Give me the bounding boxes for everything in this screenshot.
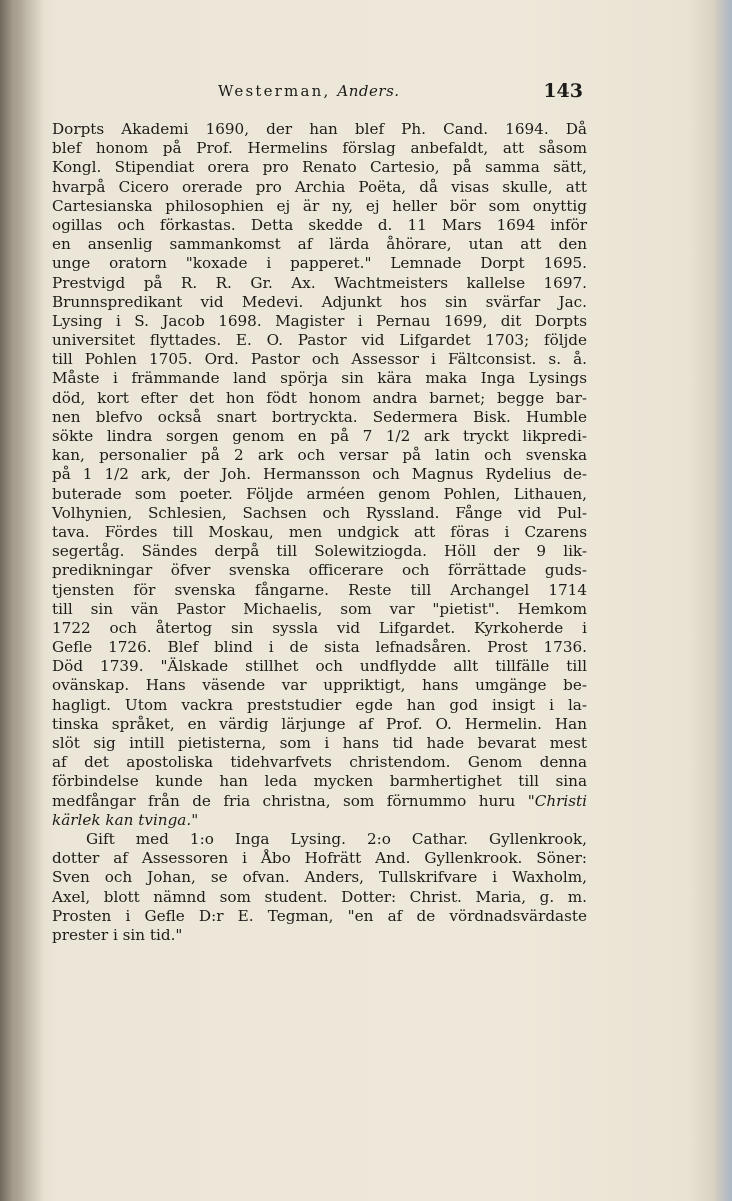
quote-close: "	[191, 810, 199, 829]
text-line: tjensten för svenska fångarne. Reste till Archangel 1714	[52, 580, 587, 599]
text-line: Dorpts Akademi 1690, der han blef Ph. Cand. 1694. Då	[52, 120, 587, 138]
italic-quote-end: kärlek kan tvinga.	[52, 810, 192, 829]
text-line: Lysing i S. Jacob 1698. Magister i Pernau 1699, dit Dorpts	[52, 311, 587, 330]
header-surname: Westerman,	[218, 82, 331, 100]
marriage-line: Axel, blott nämnd som student. Dotter: Christ. Maria, g. m.	[52, 887, 587, 906]
running-head	[218, 82, 400, 100]
text-line: tinska språket, en värdig lärjunge af Prof. O. Hermelin. Han	[52, 714, 587, 733]
text-line: Kongl. Stipendiat orera pro Renato Cartesio, på samma sätt,	[52, 158, 587, 177]
binding-gutter	[0, 0, 44, 1201]
text-line: hagligt. Utom vackra preststudier egde han god insigt i la-	[52, 695, 587, 714]
text-line: slöt sig intill pietisterna, som i hans tid hade bevarat mest	[52, 734, 587, 752]
marriage-line: Gift med 1:o Inga Lysing. 2:o Cathar. Gyllenkrook,	[86, 829, 587, 848]
page-number: 143	[543, 80, 583, 102]
text-line-quote-end	[52, 811, 587, 830]
marriage-line: Sven och Johan, se ofvan. Anders, Tullskrifvare i Waxholm,	[52, 868, 587, 887]
text-line-with-quote	[52, 792, 587, 811]
marriage-line: Prosten i Gefle D:r E. Tegman, "en af de vördnadsvärdaste	[52, 906, 587, 925]
text-line: predikningar öfver svenska officerare och förrättade guds-	[52, 561, 587, 580]
text-line: nen blefvo också snart bortryckta. Sedermera Bisk. Humble	[52, 407, 587, 426]
body-text	[52, 120, 587, 945]
text-line: kan, personalier på 2 ark och versar på latin och svenska	[52, 446, 587, 465]
text-line: segertåg. Sändes derpå till Solewitziogda. Höll der 9 lik-	[52, 542, 587, 561]
text-line: död, kort efter det hon födt honom andra barnet; begge bar-	[52, 388, 587, 407]
text-line: Volhynien, Schlesien, Sachsen och Ryssland. Fånge vid Pul-	[52, 503, 587, 522]
text-line: Cartesianska philosophien ej är ny, ej heller bör som onyttig	[52, 196, 587, 215]
text-line: ovänskap. Hans väsende var uppriktigt, hans umgänge be-	[52, 676, 587, 695]
text-line: Brunnspredikant vid Medevi. Adjunkt hos sin svärfar Jac.	[52, 292, 587, 311]
text-line: en ansenlig sammankomst af lärda åhörare, utan att den	[52, 235, 587, 254]
text-line: 1722 och återtog sin syssla vid Lifgardet. Kyrkoherde i	[52, 618, 587, 637]
text-line: Prestvigd på R. R. Gr. Ax. Wachtmeisters kallelse 1697.	[52, 273, 587, 292]
italic-quote-start: "Christi	[527, 791, 588, 810]
text-line: på 1 1/2 ark, der Joh. Hermansson och Magnus Rydelius de-	[52, 465, 587, 484]
page-header	[52, 80, 587, 106]
text-line: till sin vän Pastor Michaelis, som var "pietist". Hemkom	[52, 599, 587, 618]
text-line: blef honom på Prof. Hermelins förslag anbefaldt, att såsom	[52, 139, 587, 158]
marriage-line: prester i sin tid."	[52, 925, 183, 944]
text-line-main: medfångar från de fria christna, som förnummo huru	[52, 791, 516, 810]
text-line: ogillas och förkastas. Detta skedde d. 11 Mars 1694 inför	[52, 215, 587, 234]
text-line: unge oratorn "koxade i papperet." Lemnade Dorpt 1695.	[52, 254, 587, 273]
text-line: af det apostoliska tidehvarfvets christendom. Genom denna	[52, 753, 587, 772]
text-line: universitet flyttades. E. O. Pastor vid Lifgardet 1703; följde	[52, 331, 587, 350]
text-line: Död 1739. "Älskade stillhet och undflydde allt tillfälle till	[52, 657, 587, 676]
header-given-name: Anders.	[337, 82, 400, 100]
text-line: Gefle 1726. Blef blind i de sista lefnadsåren. Prost 1736.	[52, 638, 587, 657]
text-line: buterade som poeter. Följde arméen genom Pohlen, Lithauen,	[52, 484, 587, 503]
marriage-line: dotter af Assessoren i Åbo Hofrätt And. Gyllenkrook. Söner:	[52, 849, 587, 868]
text-line: förbindelse kunde han leda mycken barmhertighet till sina	[52, 772, 587, 791]
text-line: Måste i främmande land spörja sin kära maka Inga Lysings	[52, 369, 587, 388]
text-line: till Pohlen 1705. Ord. Pastor och Assessor i Fältconsist. s. å.	[52, 350, 587, 369]
text-line: sökte lindra sorgen genom en på 7 1/2 ark tryckt likpredi-	[52, 427, 587, 445]
text-line: hvarpå Cicero orerade pro Archia Poëta, då visas skulle, att	[52, 177, 587, 196]
text-line: tava. Fördes till Moskau, men undgick att föras i Czarens	[52, 522, 587, 541]
